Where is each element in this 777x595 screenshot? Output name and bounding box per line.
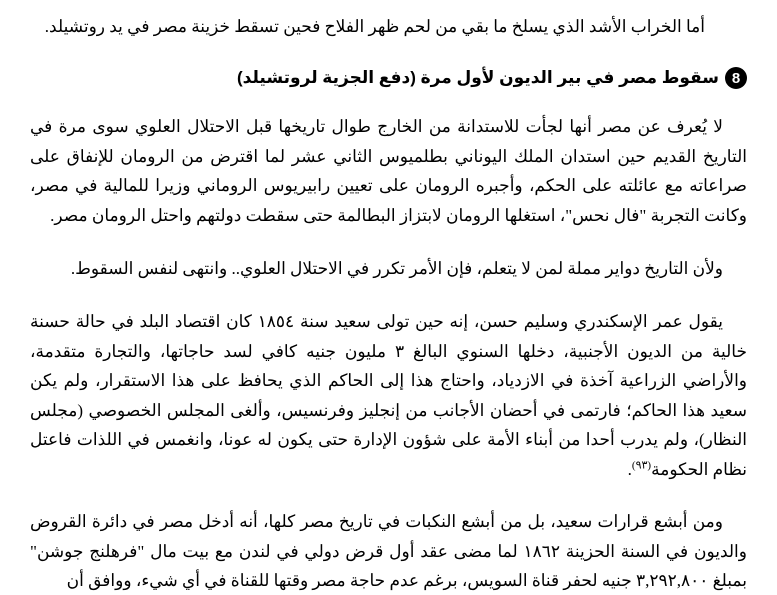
paragraph-ptolemy <box>30 112 747 230</box>
paragraph-history-repeats <box>30 254 747 284</box>
section-heading <box>30 62 747 94</box>
footnote-ref[interactable]: (٩٣) <box>631 458 652 471</box>
section-title: سقوط مصر في بير الديون لأول مرة (دفع الجزية لروتشيلد) <box>237 68 719 87</box>
paragraph-first-loan <box>30 507 747 595</box>
paragraph-said <box>30 307 747 484</box>
paragraph-intro-text: أما الخراب الأشد الذي يسلخ ما بقي من لحم ظهر الفلاح فحين تسقط خزينة مصر في يد روتشيلد. <box>44 17 705 36</box>
paragraph-ptolemy-text: لا يُعرف عن مصر أنها لجأت للاستدانة من الخارج طوال تاريخها قبل الاحتلال العلوي سوى مرة في التاريخ القديم حين استدان الملك اليوناني بطلميوس الثاني عشر لما اقترض من الرومان للإنفاق على صراعاته مع عائلته على الحكم، وأجبره الرومان على تعيين رابيريوس الروماني وزيرا للمالية في مصر، وكانت التجربة "فال نحس"، استغلها الرومان لابتزاز البطالمة حتى سقطت دولتهم واحتل الرومان مصر. <box>30 117 747 225</box>
paragraph-intro <box>25 12 705 42</box>
paragraph-first-loan-text: ومن أبشع قرارات سعيد، بل من أبشع النكبات في تاريخ مصر كلها، أنه أدخل مصر في دائرة القروض والديون في السنة الحزينة ١٨٦٢ لما مضى عقد أول قرض دولي في لندن مع بيت مال "فرهلنج جوشن" بمبلغ ٣,٢٩٢,٨٠٠ جنيه لحفر قناة السويس، برغم عدم حاجة مصر وقتها للقناة في أي شيء، ووافق أن <box>30 512 747 590</box>
paragraph-said-text: يقول عمر الإسكندري وسليم حسن، إنه حين تولى سعيد سنة ١٨٥٤ كان اقتصاد البلد في حالة حسنة خالية من الديون الأجنبية، دخلها السنوي البالغ ٣ مليون جنيه كافي لسد حاجاتها، والتجارة متقدمة، والأراضي الزراعية آخذة في الازدياد، واحتاج هذا إلى الحاكم الذي يحافظ على هذا الاستقرار، ولم يكن سعيد هذا الحاكم؛ فارتمى في أحضان الأجانب من إنجليز وفرنسيس، وألغى المجلس الخصوصي (مجلس النظار)، ولم يدرب أحدا من أبناء الأمة على شؤون الإدارة حتى يكون له عونا، وانغمس في اللذات فاعتل نظام الحكومة <box>30 312 747 479</box>
paragraph-history-repeats-text: ولأن التاريخ دواير مملة لمن لا يتعلم، فإن الأمر تكرر في الاحتلال العلوي.. وانتهى لنفس السقوط. <box>70 259 723 278</box>
section-number-badge: 8 <box>725 67 747 89</box>
paragraph-said-end: . <box>627 459 632 479</box>
